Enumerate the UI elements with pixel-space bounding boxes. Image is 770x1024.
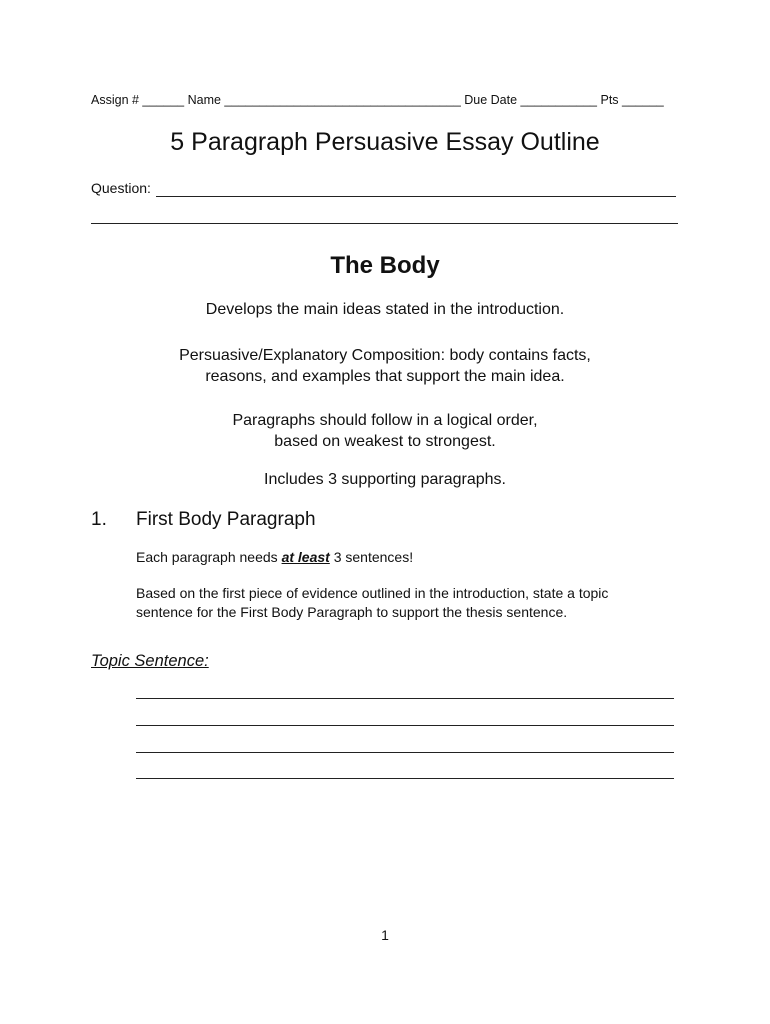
order-description-line-1: Paragraphs should follow in a logical order, bbox=[232, 412, 538, 429]
question-answer-line-1 bbox=[156, 196, 676, 197]
paragraph-heading: First Body Paragraph bbox=[136, 509, 316, 530]
section-title: The Body bbox=[330, 252, 440, 279]
topic-answer-line-2 bbox=[136, 725, 674, 726]
topic-sentence-label: Topic Sentence: bbox=[91, 652, 209, 670]
instruction-line-1: Based on the first piece of evidence outlined in the introduction, state a topic bbox=[136, 585, 609, 601]
topic-answer-line-1 bbox=[136, 698, 674, 699]
question-answer-line-2 bbox=[91, 223, 678, 224]
sentence-requirement bbox=[136, 548, 696, 567]
composition-description-line-1: Persuasive/Explanatory Composition: body contains facts, bbox=[179, 347, 591, 364]
instruction-line-2: sentence for the First Body Paragraph to support the thesis sentence. bbox=[136, 604, 568, 620]
supporting-paragraphs-note: Includes 3 supporting paragraphs. bbox=[264, 471, 506, 488]
sentence-requirement-prefix: Each paragraph needs bbox=[136, 549, 282, 565]
order-description-line-2: based on weakest to strongest. bbox=[274, 433, 496, 450]
topic-answer-line-4 bbox=[136, 778, 674, 779]
assignment-header-line: Assign # ______ Name __________________________________ Due Date ___________ Pts ______ bbox=[91, 93, 664, 107]
sentence-requirement-suffix: 3 sentences! bbox=[329, 549, 414, 565]
topic-answer-line-3 bbox=[136, 752, 674, 753]
question-label: Question: bbox=[91, 180, 151, 196]
paragraph-number: 1. bbox=[91, 509, 107, 530]
body-description: Develops the main ideas stated in the introduction. bbox=[205, 301, 565, 318]
sentence-requirement-emphasis: at least bbox=[281, 549, 330, 565]
page-title: 5 Paragraph Persuasive Essay Outline bbox=[170, 128, 600, 156]
page-number: 1 bbox=[381, 927, 389, 943]
composition-description-line-2: reasons, and examples that support the main idea. bbox=[205, 368, 565, 385]
